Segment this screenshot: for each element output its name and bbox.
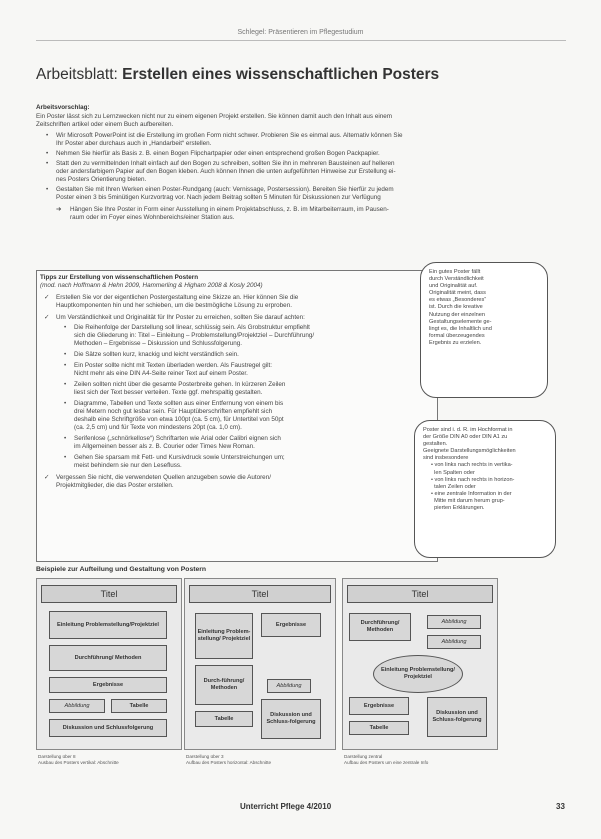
poster-title: Titel [347, 585, 493, 603]
tips-sub-1-line-3: Methoden – Ergebnisse – Diskussion und Schlussfolgerung. [74, 340, 243, 347]
speech-bubble-top [420, 262, 548, 398]
poster-box-einleitung: Einleitung Problem-stellung/ Projektziel [195, 613, 253, 659]
poster-box-abbildung: Abbildung [427, 635, 481, 649]
bubble-top-line: Nutzung der einzelnen [429, 311, 485, 318]
tips-sub-5-line-3: deshalb eine Schriftgröße von etwa 100pt (ca. 5 cm), für Untertitel von 50pt [74, 416, 284, 423]
bubble-bottom-item: • von links nach rechts in horizon- talen Zeilen oder [431, 476, 515, 490]
poster-title: Titel [41, 585, 177, 603]
running-header: Schlegel: Präsentieren im Pflegestudium [237, 29, 364, 36]
bubble-bottom-line: Poster sind i. d. R. im Hochformat in [423, 427, 513, 433]
tips-item-2-line-1: Um Verständlichkeit und Originalität für Ihr Poster zu erreichen, sollten Sie darauf achten: [56, 314, 305, 321]
tips-sub-7-line-2: meist behindern sie nur den Lesefluss. [74, 462, 182, 469]
intro-text-line-2: Zeitschriften artikel oder einem Buch aufbereiten. [36, 121, 174, 128]
poster-box-abbildung: Abbildung [427, 615, 481, 629]
poster-box-methoden: Durchführung/ Methoden [49, 645, 167, 671]
intro-bullet-3-line-1: Statt den zu vermittelnden Inhalt einfach auf den Bogen zu schreiben, sollten Sie ihn in mehreren Bausteinen auf helleren [56, 160, 395, 167]
intro-arrow-line-1: Hängen Sie Ihre Poster in Form einer Ausstellung in einem Projektabschluss, z. B. im Mitarbeiterraum, im Pausen- [70, 206, 389, 213]
poster-caption-3: Darstellung zentral Aufbau des Posters um eine zentrale Info [344, 754, 429, 765]
intro-arrow-line-2: raum oder im Foyer eines Wohnbereichs/einer Station aus. [70, 214, 235, 221]
bubble-bottom-item: • von links nach rechts in vertika- len Spalten oder [431, 462, 513, 476]
poster-box-methoden: Durch-führung/ Methoden [195, 665, 253, 705]
intro-bullet-3-line-2: oder andersfarbigem Papier auf den Bogen kleben. Auch können Ihnen die unten aufgeführten Hinweise zur Erstellung ei- [56, 168, 396, 175]
bubble-top-line: und Originalität auf. [429, 283, 478, 290]
poster-box-ergebnisse: Ergebnisse [49, 677, 167, 693]
poster-box-abbildung: Abbildung [49, 699, 105, 713]
tips-sub-4-line-1: Zeilen sollten nicht über die gesamte Posterbreite gehen. In kürzeren Zeilen [74, 381, 286, 388]
bubble-bottom-line: gestalten. [423, 441, 448, 448]
bullet-dot: • [64, 362, 67, 369]
poster-title: Titel [189, 585, 331, 603]
footer-journal: Unterricht Pflege 4/2010 [240, 802, 332, 811]
bubble-bottom-item: • eine zentrale Information in der Mitte mit darum herum grup- pierten Erklärungen. [431, 490, 512, 512]
bubble-top-line: Originalität meint, dass [429, 290, 486, 297]
header-rule [36, 40, 566, 41]
bubble-top-line: formal überzeugendes [429, 332, 485, 339]
poster-box-diskussion: Diskussion und Schluss-folgerung [427, 697, 487, 737]
tips-heading: Tipps zur Erstellung von wissenschaftlichen Postern [40, 274, 199, 281]
bubble-top-line: ist. Durch die kreative [429, 304, 483, 311]
bullet-dot: • [46, 132, 49, 139]
intro-bullet-1-line-1: Wir Microsoft PowerPoint ist die Erstellung im großen Form nicht schwer. Probieren Sie es einmal aus. Alternativ können Sie [56, 132, 403, 139]
bubble-top-line: lingt es, die Inhaltlich und [429, 325, 492, 332]
intro-bullet-2-line-1: Nehmen Sie hierfür als Basis z. B. einen Bogen Flipchartpapier oder einen entsprechend großen Bogen Packpapier. [56, 150, 380, 157]
bullet-dot: • [64, 324, 67, 331]
intro-bullet-1-line-2: Ihr Poster aber durchaus auch in „Handarbeit“ erstellen. [56, 140, 212, 147]
poster-example-vertical [36, 578, 182, 750]
bullet-dot: • [64, 381, 67, 388]
bubble-bottom-line: Geeignete Darstellungsmöglichkeiten [423, 448, 516, 455]
examples-heading: Beispiele zur Aufteilung und Gestaltung von Postern [36, 566, 207, 573]
bullet-dot: • [46, 150, 49, 157]
poster-caption-1: Darstellung über 8 Ausbau des Posters vertikal: Abschnitte [38, 754, 119, 765]
arrow-icon: ➔ [56, 206, 62, 213]
poster-box-diskussion: Diskussion und Schluss-folgerung [261, 699, 321, 739]
bubble-bottom-line: sind insbesondere [423, 455, 469, 462]
tips-sub-1-line-2: sich die Gliederung in: Titel – Einleitung – Problemstellung/Projektziel – Durchführung/ [74, 332, 315, 339]
bullet-dot: • [46, 186, 49, 193]
poster-ellipse-einleitung: Einleitung Problemstellung/ Projektziel [373, 655, 463, 693]
intro-bullet-4-line-1: Gestalten Sie mit Ihren Werken einen Poster-Rundgang (auch: Vernissage, Postersession). Bereiten Sie hierfür zu jedem [56, 186, 394, 193]
bullet-dot: • [64, 435, 67, 442]
poster-box-tabelle: Tabelle [111, 699, 167, 713]
check-icon: ✓ [44, 314, 50, 321]
bubble-top-line: Ein gutes Poster fällt [429, 269, 481, 275]
tips-item-1-line-1: Erstellen Sie vor der eigentlichen Postergestaltung eine Skizze an. Hier können Sie die [56, 294, 299, 301]
speech-bubble-bottom [414, 420, 556, 558]
bubble-bottom-line: der Größe DIN A0 oder DIN A1 zu [423, 434, 508, 441]
bubble-top-line: Ergebnis zu erzielen. [429, 339, 482, 346]
title-main: Erstellen eines wissenschaftlichen Posters [122, 66, 440, 83]
bullet-dot: • [64, 454, 67, 461]
intro-text-line-1: Ein Poster lässt sich zu Lernzwecken nicht nur zu einem eigenen Projekt erstellen. Sie können damit auch den Inhalt aus einem [36, 113, 392, 120]
title-prefix: Arbeitsblatt: [36, 66, 123, 83]
poster-box-abbildung: Abbildung [267, 679, 311, 693]
poster-box-einleitung: Einleitung Problemstellung/Projektziel [49, 611, 167, 639]
poster-box-diskussion: Diskussion und Schlussfolgerung [49, 719, 167, 737]
poster-box-tabelle: Tabelle [195, 711, 253, 727]
tips-sub-3-line-1: Ein Poster sollte nicht mit Texten überladen werden. Als Faustregel gilt: [74, 362, 272, 369]
poster-caption-2: Darstellung über 3 Aufbau des Posters horizontal: Abschnitte [186, 754, 272, 765]
bullet-dot: • [64, 400, 67, 407]
tips-sub-6-line-2: im Allgemeinen besser als z. B. Courier oder Times New Roman. [74, 443, 255, 450]
poster-box-ergebnisse: Ergebnisse [261, 613, 321, 637]
intro-bullet-3-line-3: nes Posters Orientierung bieten. [56, 176, 147, 183]
bubble-top-line: durch Verständlichkeit [429, 276, 484, 283]
tips-sub-5-line-1: Diagramme, Tabellen und Texte sollten aus einer Entfernung von einem bis [74, 400, 284, 407]
poster-box-methoden: Durchführung/ Methoden [349, 613, 411, 641]
page-title [36, 66, 439, 84]
intro-bullet-4-line-2: Poster einen 3 bis 5minütigen Kurzvortrag vor. Nach jedem Beitrag sollten 5 Minuten für Diskussionen zur Verfügung [56, 194, 381, 201]
tips-sub-6-line-1: Serifenlose („schnörkellose“) Schriftarten wie Arial oder Calibri eignen sich [74, 435, 281, 442]
bullet-dot: • [46, 160, 49, 167]
poster-example-central [342, 578, 498, 750]
check-icon: ✓ [44, 294, 50, 301]
tips-sub-5-line-2: drei Metern noch gut lesbar sein. Für Hauptüberschriften empfiehlt sich [74, 408, 273, 415]
tips-sub-3-line-2: Nicht mehr als eine DIN A4-Seite reiner Text auf einem Poster. [74, 370, 248, 377]
footer-page-number: 33 [556, 802, 565, 811]
bubble-top-line: Gestaltungselemente ge- [429, 318, 492, 325]
poster-example-horizontal [184, 578, 336, 750]
poster-box-ergebnisse: Ergebnisse [349, 697, 409, 715]
tips-last-line-2: Projektmitglieder, die das Poster erstellen. [56, 482, 174, 489]
tips-source: (mod. nach Hoffmann & Hehn 2009, Hammerling & Higham 2008 & Kosly 2004) [40, 282, 263, 289]
tips-item-1-line-2: Hauptkomponenten hin und her schieben, um die bestmögliche Lösung zu erproben. [56, 302, 292, 309]
tips-sub-2-line-1: Die Sätze sollten kurz, knackig und leicht verständlich sein. [74, 351, 239, 358]
bubble-top-line: es etwas „Besonderes“ [429, 297, 487, 304]
tips-last-line-1: Vergessen Sie nicht, die verwendeten Quellen anzugeben sowie die Autoren/ [56, 474, 271, 481]
poster-box-tabelle: Tabelle [349, 721, 409, 735]
check-icon: ✓ [44, 474, 50, 481]
tips-sub-5-line-4: (ca. 2,5 cm) und für Texte von mindestens 20pt (ca. 1,0 cm). [74, 424, 242, 431]
bullet-dot: • [64, 351, 67, 358]
intro-heading: Arbeitsvorschlag: [36, 104, 90, 111]
tips-sub-7-line-1: Gehen Sie sparsam mit Fett- und Kursivdruck sowie Unterstreichungen um; [74, 454, 285, 461]
tips-sub-4-line-2: liest sich der Text besser verteilen. Texte ggf. mehrspaltig gestalten. [74, 389, 263, 396]
tips-sub-1-line-1: Die Reihenfolge der Darstellung soll linear, schlüssig sein. Als Grobstruktur empfiehlt [74, 324, 310, 331]
